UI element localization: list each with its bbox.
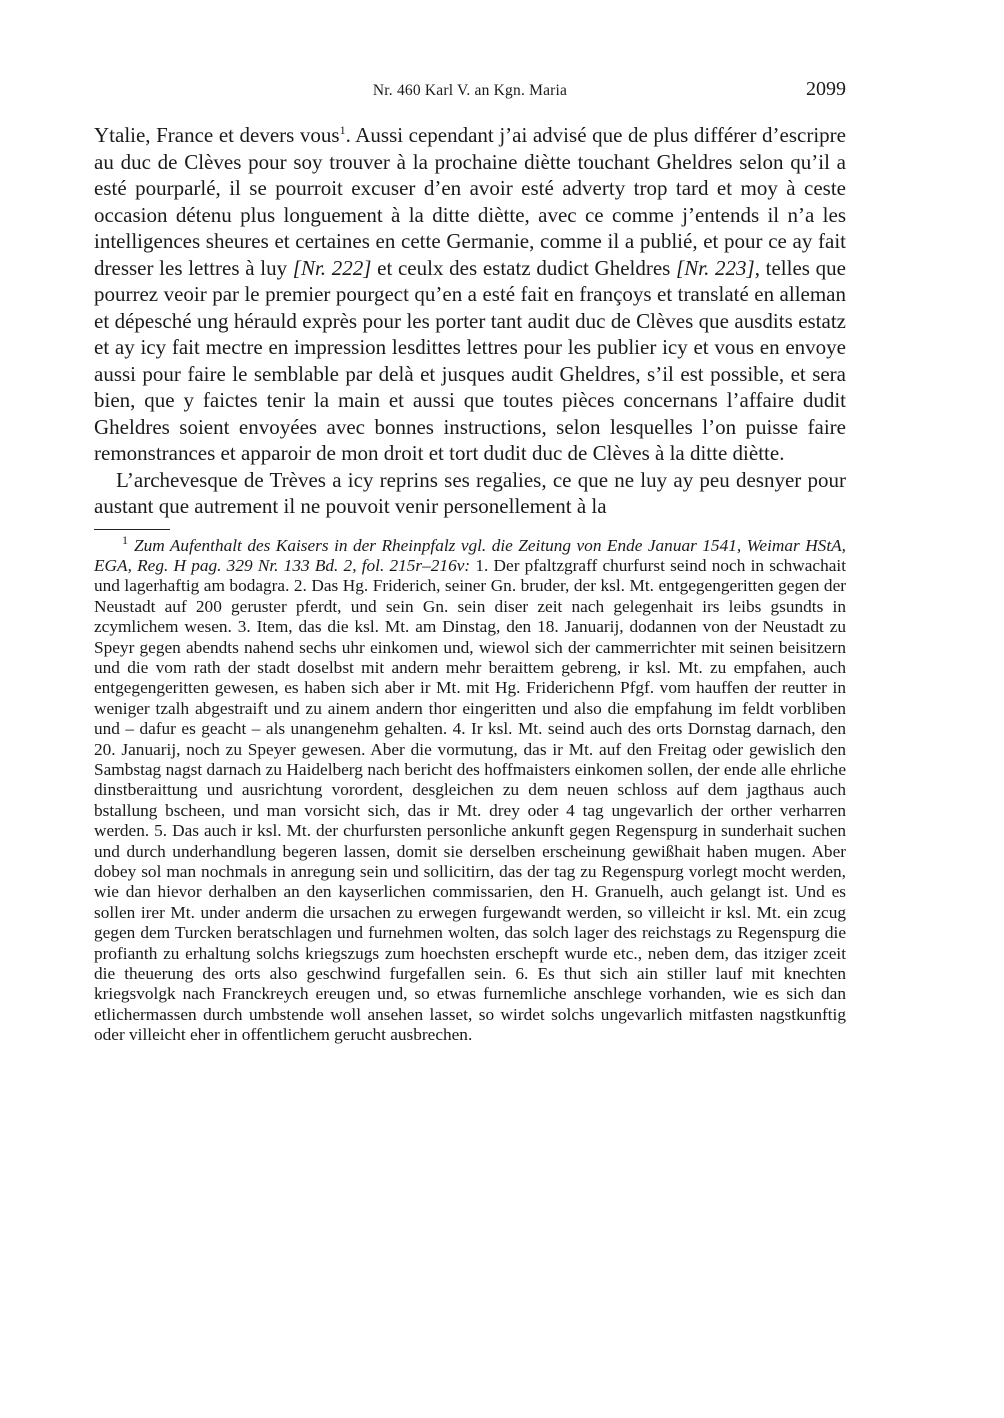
footnote-reference: 1 <box>339 123 346 137</box>
footnote-text: 1. Der pfaltzgraff churfurst seind noch in schwachait und lagerhaftig am bodagra. 2. Das Hg. Friderich, seiner Gn. bruder, der ksl. Mt. entgegengeritten gegen der Neustadt auf 200 geruster pferdt, und sein Gn. sein diser zeit nach gelegenhait irs leibs gsundts in zcymlichem wesen. 3. Item, das die ksl. Mt. am Dinstag, den 18. Januarij, dodannen von der Neustadt zu Speyr gegen abendts nahend sechs uhr einkomen und, wiewol sich der cammerrichter mit seinen beisitzern und die vom rath der stadt doselbst mit andern mehr beraittem gebreng, ir ksl. Mt. zu empfahen, auch entgegengeritten gewesen, es haben sich aber ir Mt. mit Hg. Friderichenn Pfgf. vom hauffen der reutter in weniger tzalh abgestraift und zu ainem andern thor eingeritten und also die empfahung im feldt vorbliben und – dafur es geacht – als unangenehm gehalten. 4. Ir ksl. Mt. seind auch des orts Dornstag darnach, den 20. Januarij, noch zu Speyer gewesen. Aber die vormutung, das ir Mt. auf den Freitag oder gewislich den Sambstag nagst darnach zu Haidelberg nach bericht des hoffmaisters einkomen sollen, der ende alle ehrliche dinstberaittung und ausrichtung vorordent, desgleichen zu dem neuen schloss auf dem jagthaus auch bstallung bscheen, und man vorsicht sich, das ir Mt. drey oder 4 tag ungevarlich der orther verharren werden. 5. Das auch ir ksl. Mt. der churfursten personliche ankunft gegen Regenspurg in sunderhait suchen und durch underhandlung begeren lassen, domit sie derselben erscheinung gewißhait haben mugen. Aber dobey sol man nochmals in anregung sein und sollicitirn, das der tag zu Regenspurg vorlegt mocht werden, wie dan hievor derhalben an den kayserlichen commissarien, den H. Granuelh, auch gelangt ist. Und es sollen irer Mt. under anderm die ursachen zu erwegen furgewandt werden, so villeicht ir ksl. Mt. ein zcug gegen dem Turcken beratschlagen und furnehmen wolten, das solch lager des reichstags zu Regenspurg die profianth zu erhaltung solchs kriegszugs zum hoechsten erschepft wurde etc., neben dem, das itziger zceit die theuerung des orts also geschwind furgefallen sein. 6. Es thut sich ain stiller lauf mit knechten kriegsvolgk nach Franckreych ereugen und, so etwas furnemliche anschlege vorhanden, wie es sich dan etlichermassen durch umbstende woll ansehen lasset, so wirdet solchs ungevarlich mitfasten nagstkunftig oder villeicht eher in offentlichem gerucht ausbrechen. <box>94 555 847 1045</box>
paragraph-1-text-a: Ytalie, France et devers vous <box>94 123 340 147</box>
paragraph-1-text-c: et ceulx des estatz dudict Gheldres <box>371 255 677 280</box>
paragraph-2: L’archevesque de Trèves a icy reprins ses regalies, ce que ne luy ay peu desnyer pour austant que autrement il ne pouvoit venir personellement à la <box>94 467 846 518</box>
footnote-source: Zum Aufenthalt des Kaisers in der Rheinpfalz vgl. die Zeitung von Ende Januar 1541, Weimar HStA, EGA, Reg. H pag. 329 Nr. 133 Bd. 2, fol. 215r–216v: <box>94 535 846 575</box>
footnote-1 <box>94 532 847 1046</box>
footnote-separator <box>94 529 170 530</box>
page-number: 2099 <box>806 78 846 100</box>
running-title: Nr. 460 Karl V. an Kgn. Maria <box>372 82 568 99</box>
paragraph-1 <box>94 122 846 467</box>
page <box>94 78 846 1046</box>
page-header <box>94 78 846 108</box>
paragraph-1-text-b: . Aussi cependant j’ai advisé que de plus différer d’escripre au duc de Clèves pour soy trouver à la prochaine diètte touchant Gheldres selon qu’il a esté pourparlé, il se pourroit excuser d’en avoir esté adverty trop tard et moy à ceste occasion détenu plus longuement à la ditte diètte, avec ce comme j’entends il n’a les intelligences sheures et certaines en cette Germanie, comme il a publié, et pour ce ay fait dresser les lettres à luy <box>94 123 846 280</box>
cross-reference-nr-223: [Nr. 223] <box>676 255 755 280</box>
main-text <box>94 122 846 520</box>
footnote-number: 1 <box>122 532 128 547</box>
paragraph-1-text-d: , telles que pourrez veoir par le premier pourgect qu’en a esté fait en françoys et translaté en alleman et dépesché ung hérauld exprès pour les porter tant audit duc de Clèves que ausdits estatz et ay icy fait mectre en impression lesdittes lettres pour les publier icy et vous en envoye aussi pour faire le semblable par delà et jusques audit Gheldres, s’il est possible, et sera bien, que y faictes tenir la main et aussi que toutes pièces concernans l’affaire dudit Gheldres soient envoyées avec bonnes instructions, selon lesquelles l’on puisse faire remonstrances et apparoir de mon droit et tort dudit duc de Clèves à la ditte diètte. <box>94 255 846 465</box>
cross-reference-nr-222: [Nr. 222] <box>292 255 372 280</box>
